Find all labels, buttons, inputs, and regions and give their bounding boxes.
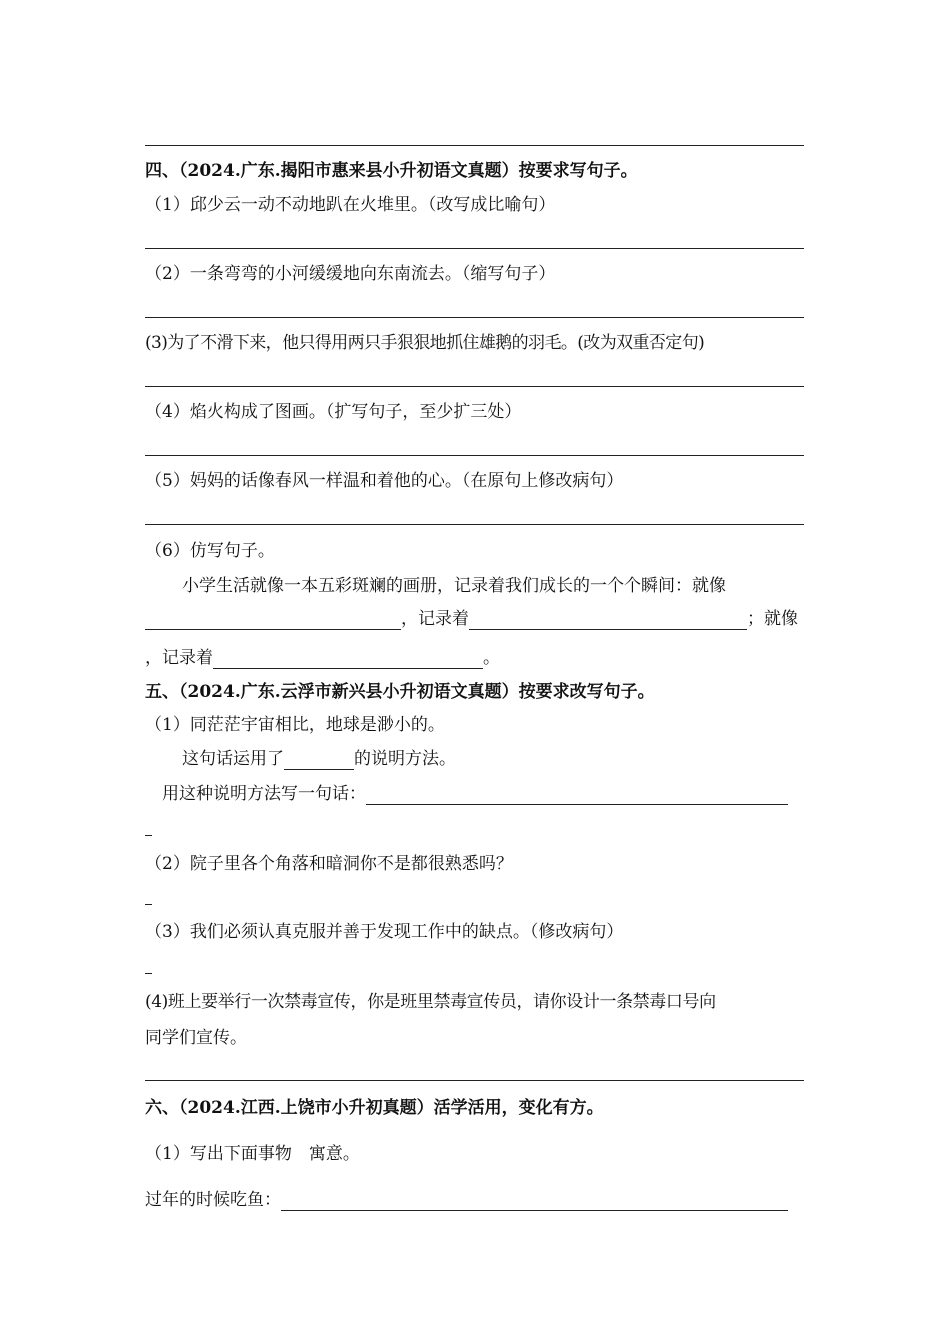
answer-line[interactable]	[145, 317, 804, 318]
question-4-2: （2）一条弯弯的小河缓缓地向东南流去。（缩写句子）	[145, 264, 556, 284]
blank-field[interactable]	[145, 609, 401, 630]
record-label: ，记录着	[145, 648, 213, 668]
answer-line[interactable]	[145, 145, 804, 146]
imitation-line-2	[145, 608, 798, 630]
method-line	[182, 748, 456, 770]
question-4-3: (3)为了不滑下来，他只得用两只手狠狠地抓住雄鹅的羽毛。(改为双重否定句)	[145, 333, 705, 353]
section-6-title: 六、（2024.江西.上饶市小升初真题）活学活用，变化有方。	[145, 1098, 604, 1118]
answer-line[interactable]	[145, 455, 804, 456]
fish-line	[145, 1189, 788, 1211]
question-5-2: （2）院子里各个角落和暗洞你不是都很熟悉吗？	[145, 854, 513, 874]
write-sentence-label: 用这种说明方法写一句话：	[162, 784, 366, 804]
section-4-title: 四、（2024.广东.揭阳市惠来县小升初语文真题）按要求写句子。	[145, 161, 638, 181]
answer-line[interactable]	[145, 1080, 804, 1081]
blank-field[interactable]	[469, 609, 747, 630]
question-5-4-line-1: (4)班上要举行一次禁毒宣传，你是班里禁毒宣传员，请你设计一条禁毒口号向	[145, 992, 716, 1012]
answer-line[interactable]	[145, 524, 804, 525]
method-suffix: 的说明方法。	[354, 749, 456, 769]
question-4-4: （4）焰火构成了图画。（扩写句子，至少扩三处）	[145, 402, 522, 422]
question-4-6: （6）仿写句子。	[145, 541, 275, 561]
section-5-title: 五、（2024.广东.云浮市新兴县小升初语文真题）按要求改写句子。	[145, 682, 655, 702]
answer-dash[interactable]	[145, 904, 152, 905]
method-prefix: 这句话运用了	[182, 749, 284, 769]
blank-field[interactable]	[213, 648, 483, 669]
fish-label: 过年的时候吃鱼：	[145, 1190, 281, 1210]
write-sentence-line	[162, 783, 788, 805]
blank-field[interactable]	[281, 1190, 788, 1211]
blank-field[interactable]	[284, 749, 354, 770]
answer-dash[interactable]	[145, 835, 152, 836]
question-6-1: （1）写出下面事物 寓意。	[145, 1144, 360, 1164]
question-4-1: （1）邱少云一动不动地趴在火堆里。（改写成比喻句）	[145, 195, 556, 215]
question-5-1: （1）同茫茫宇宙相比，地球是渺小的。	[145, 715, 445, 735]
answer-line[interactable]	[145, 386, 804, 387]
question-5-4-line-2: 同学们宣传。	[145, 1028, 247, 1048]
answer-dash[interactable]	[145, 973, 152, 974]
record-label: ，记录着	[401, 609, 469, 629]
question-5-3: （3）我们必须认真克服并善于发现工作中的缺点。（修改病句）	[145, 922, 624, 942]
answer-line[interactable]	[145, 248, 804, 249]
imitation-prompt: 小学生活就像一本五彩斑斓的画册，记录着我们成长的一个个瞬间：就像	[182, 576, 726, 596]
question-4-5: （5）妈妈的话像春风一样温和着他的心。（在原句上修改病句）	[145, 471, 624, 491]
imitation-line-3	[145, 647, 500, 669]
blank-field[interactable]	[366, 784, 788, 805]
period: 。	[483, 648, 500, 668]
like-label: ；就像	[747, 609, 798, 629]
